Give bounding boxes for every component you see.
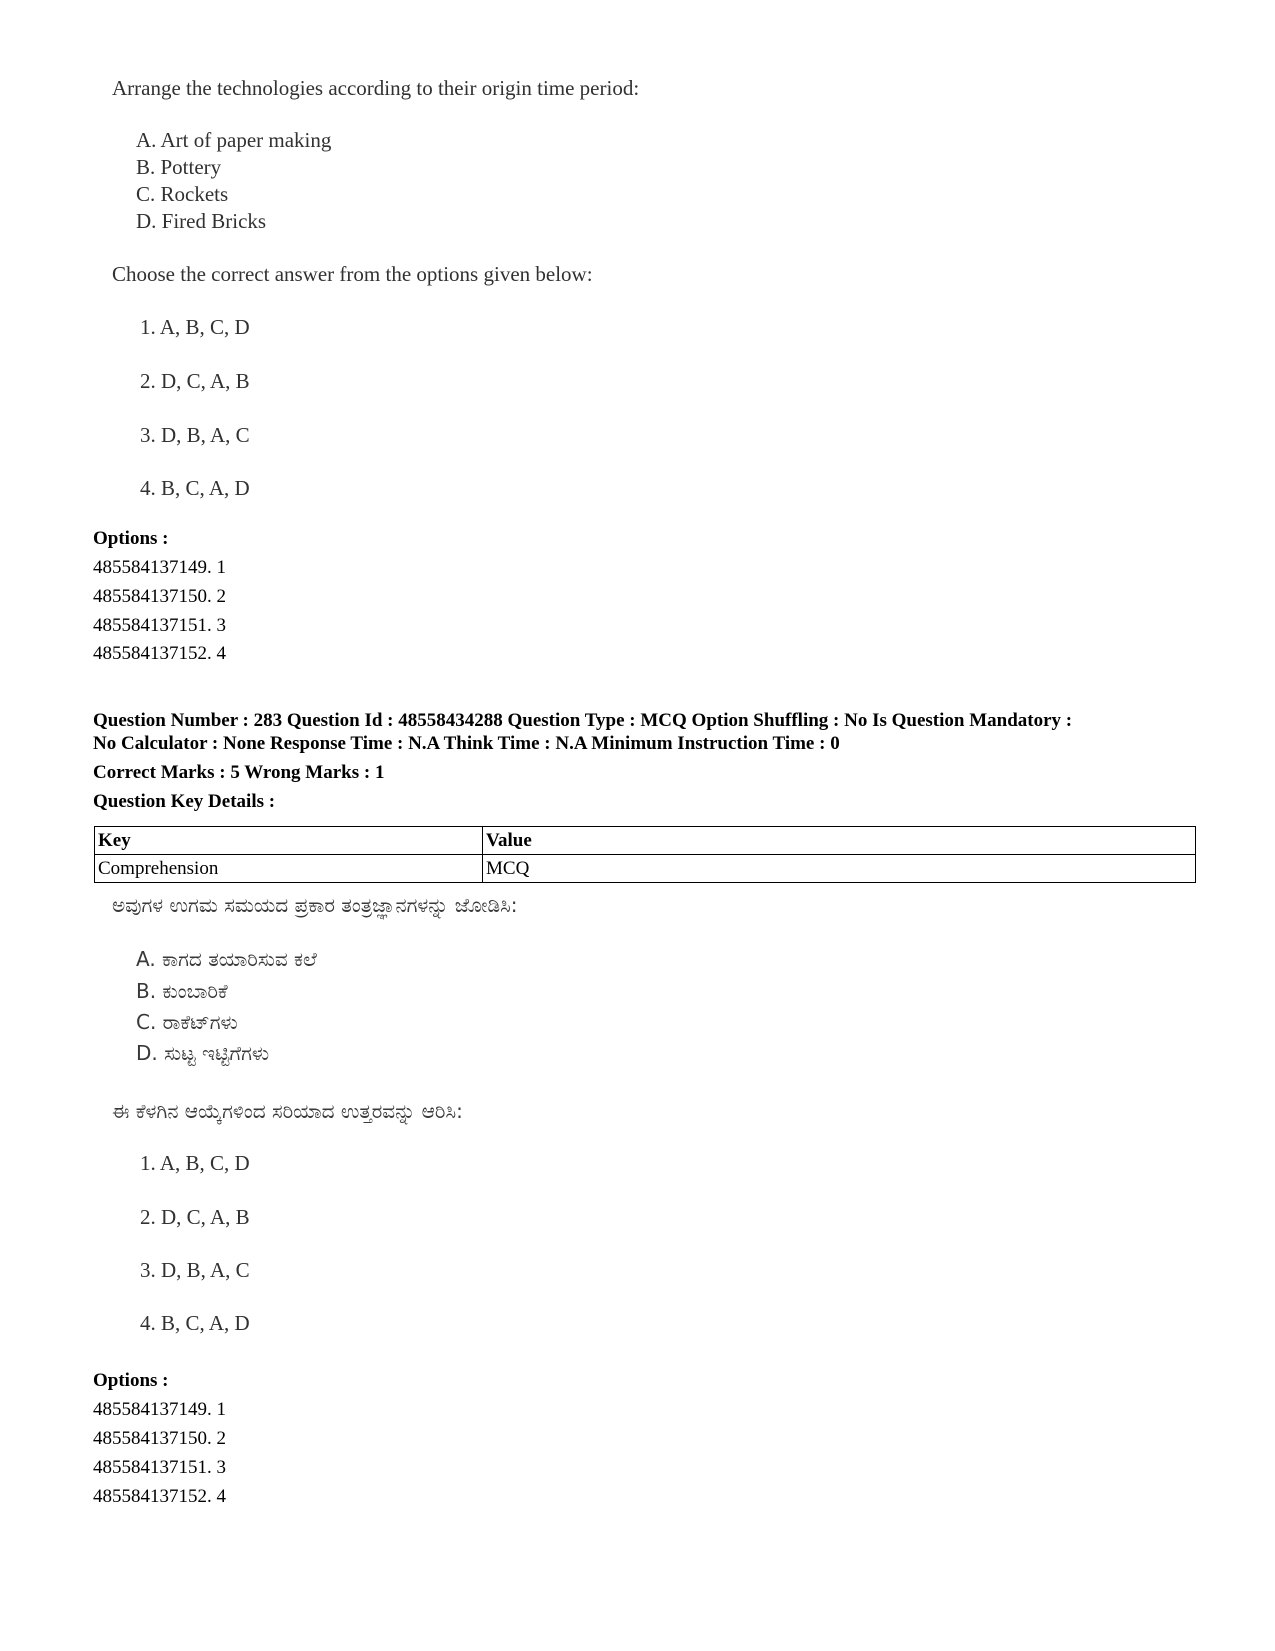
option-line: 485584137152. 4: [93, 1486, 226, 1507]
answer-choice: 2. D, C, A, B: [140, 1205, 250, 1229]
options-label: Options :: [93, 528, 169, 549]
answer-choice: 1. A, B, C, D: [140, 315, 250, 339]
answer-choice: 4. B, C, A, D: [140, 1311, 250, 1335]
choose-instruction: ಈ ಕೆಳಗಿನ ಆಯ್ಕೆಗಳಿಂದ ಸರಿಯಾದ ಉತ್ತರವನ್ನು ಆರಿಸಿ:: [112, 1099, 463, 1123]
list-item: C. Rockets: [136, 182, 229, 206]
table-cell: MCQ: [483, 855, 1196, 883]
options-label: Options :: [93, 1370, 169, 1391]
question-meta-line: Question Number : 283 Question Id : 48558434288 Question Type : MCQ Option Shuffling : No Is Question Mandatory :: [93, 710, 1073, 731]
choose-instruction: Choose the correct answer from the options given below:: [112, 262, 593, 286]
list-item: C. ರಾಕೆಟ್‌ಗಳು: [136, 1010, 238, 1034]
answer-choice: 1. A, B, C, D: [140, 1151, 250, 1175]
table-row: [95, 855, 1196, 883]
key-details-label: Question Key Details :: [93, 791, 276, 812]
list-item: D. Fired Bricks: [136, 209, 267, 233]
option-line: 485584137149. 1: [93, 1399, 226, 1420]
answer-choice: 3. D, B, A, C: [140, 423, 250, 447]
key-details-table: [94, 826, 1196, 883]
question-prompt: ಅವುಗಳ ಉಗಮ ಸಮಯದ ಪ್ರಕಾರ ತಂತ್ರಜ್ಞಾನಗಳನ್ನು ಜೋಡಿಸಿ:: [112, 893, 518, 917]
list-item: A. Art of paper making: [136, 128, 332, 152]
answer-choice: 3. D, B, A, C: [140, 1258, 250, 1282]
option-line: 485584137152. 4: [93, 643, 226, 664]
option-line: 485584137151. 3: [93, 615, 226, 636]
table-cell: Comprehension: [95, 855, 483, 883]
answer-choice: 4. B, C, A, D: [140, 476, 250, 500]
option-line: 485584137151. 3: [93, 1457, 226, 1478]
option-line: 485584137149. 1: [93, 557, 226, 578]
question-prompt: Arrange the technologies according to their origin time period:: [112, 76, 640, 100]
question-meta-line: No Calculator : None Response Time : N.A Think Time : N.A Minimum Instruction Time : 0: [93, 733, 840, 754]
list-item: B. Pottery: [136, 155, 222, 179]
list-item: D. ಸುಟ್ಟ ಇಟ್ಟಿಗೆಗಳು: [136, 1041, 270, 1065]
marks-line: Correct Marks : 5 Wrong Marks : 1: [93, 762, 385, 783]
list-item: B. ಕುಂಬಾರಿಕೆ: [136, 979, 228, 1003]
option-line: 485584137150. 2: [93, 586, 226, 607]
answer-choice: 2. D, C, A, B: [140, 369, 250, 393]
option-line: 485584137150. 2: [93, 1428, 226, 1449]
table-header-value: Value: [483, 827, 1196, 855]
table-header-row: [95, 827, 1196, 855]
table-header-key: Key: [95, 827, 483, 855]
list-item: A. ಕಾಗದ ತಯಾರಿಸುವ ಕಲೆ: [136, 947, 317, 971]
